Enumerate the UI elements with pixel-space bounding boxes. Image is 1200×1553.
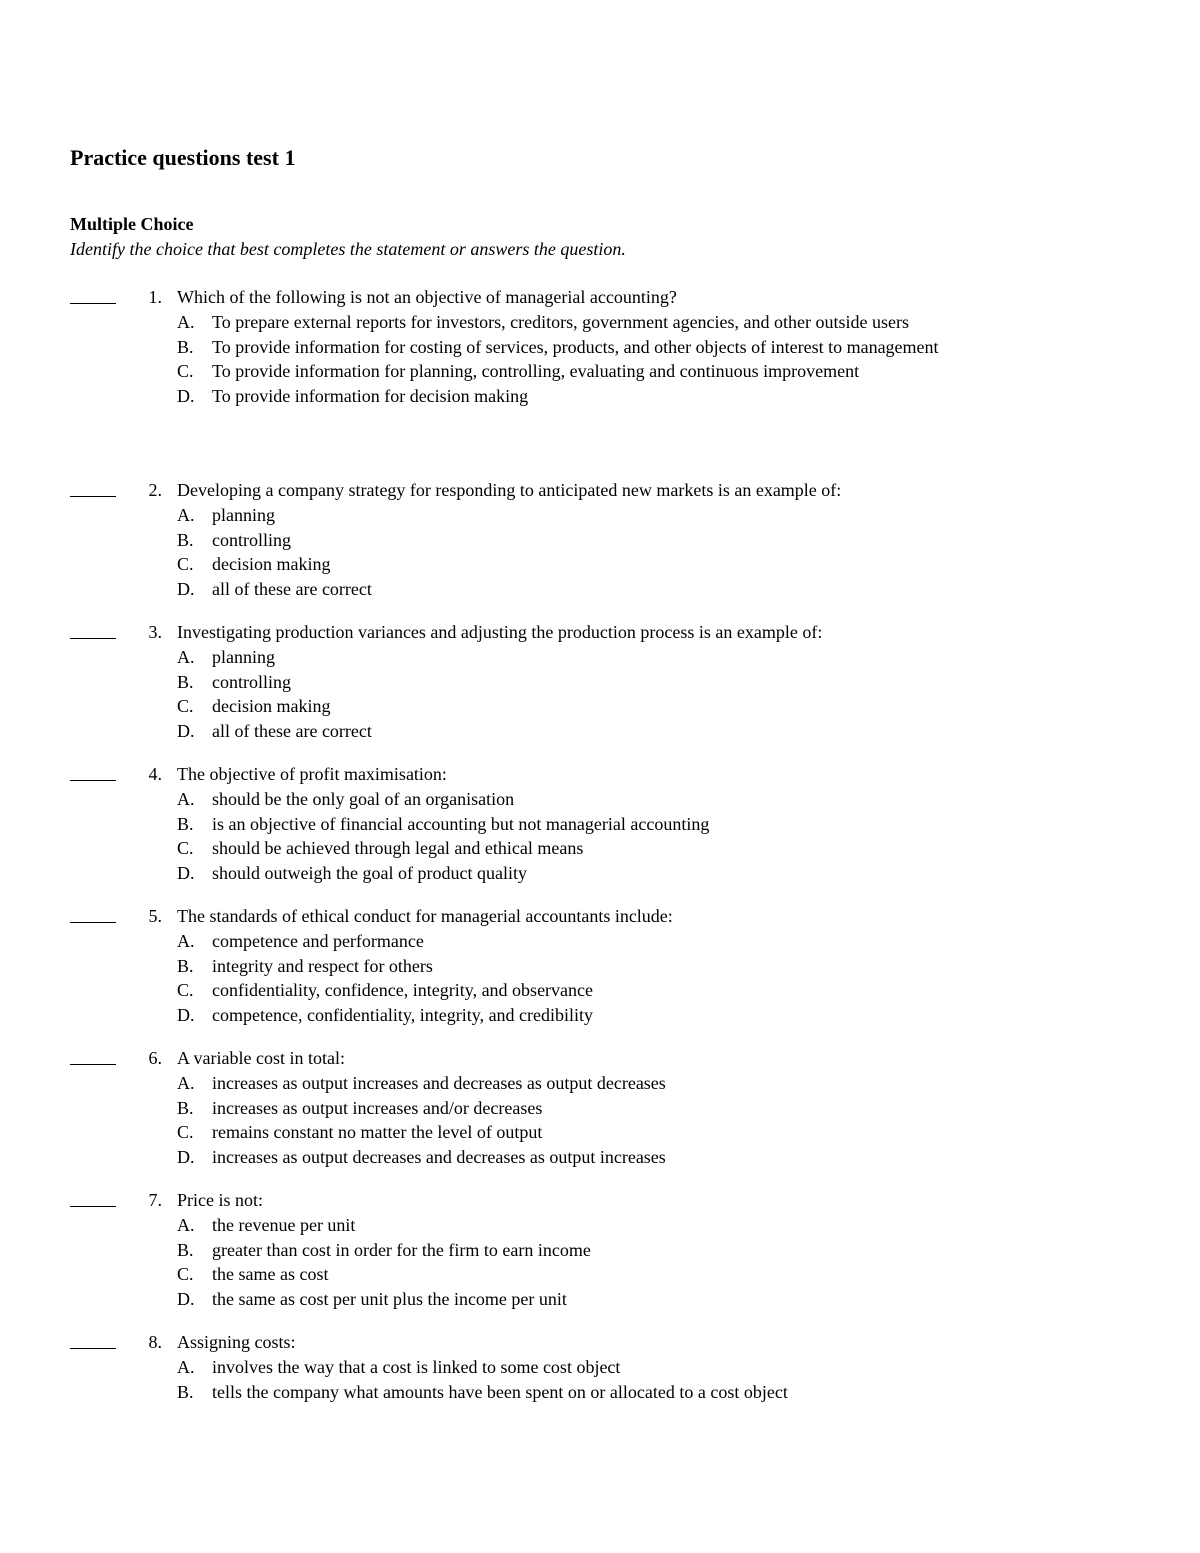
answer-blank[interactable]	[70, 1046, 116, 1065]
section-heading: Multiple Choice	[70, 214, 194, 234]
option-letter: D.	[177, 863, 195, 884]
option-letter: B.	[177, 1097, 194, 1118]
option-text: the revenue per unit	[212, 1214, 356, 1235]
question-number: 7.	[148, 1190, 162, 1210]
page-title: Practice questions test 1	[70, 145, 296, 170]
option-letter: A.	[177, 646, 195, 667]
option-list	[0, 787, 1200, 886]
question-number: 6.	[148, 1048, 162, 1068]
option-a	[0, 645, 1200, 670]
option-letter: A.	[177, 1356, 195, 1377]
option-letter: B.	[177, 1239, 194, 1260]
option-text: planning	[212, 646, 275, 667]
option-text: increases as output decreases and decreases as output increases	[212, 1147, 666, 1168]
option-letter: D.	[177, 579, 195, 600]
option-text: the same as cost	[212, 1264, 329, 1285]
option-list	[0, 1213, 1200, 1312]
option-letter: B.	[177, 529, 194, 550]
option-text: is an objective of financial accounting but not managerial accounting	[212, 813, 710, 834]
option-letter: C.	[177, 696, 194, 717]
option-a	[0, 503, 1200, 528]
option-d	[0, 1003, 1200, 1028]
question-text: The standards of ethical conduct for managerial accountants include:	[177, 906, 673, 926]
option-b	[0, 670, 1200, 695]
option-letter: A.	[177, 788, 195, 809]
option-list	[0, 310, 1200, 409]
option-text: greater than cost in order for the firm to earn income	[212, 1239, 591, 1260]
option-c	[0, 1262, 1200, 1287]
option-text: all of these are correct	[212, 579, 372, 600]
option-letter: C.	[177, 361, 194, 382]
option-list	[0, 1355, 1200, 1405]
option-letter: A.	[177, 930, 195, 951]
option-text: involves the way that a cost is linked to some cost object	[212, 1356, 621, 1377]
option-letter: B.	[177, 671, 194, 692]
option-b	[0, 335, 1200, 360]
option-b	[0, 812, 1200, 837]
question-text: Which of the following is not an objective of managerial accounting?	[177, 287, 677, 307]
option-c	[0, 1120, 1200, 1145]
question-text: Developing a company strategy for responding to anticipated new markets is an example of:	[177, 480, 842, 500]
option-b	[0, 954, 1200, 979]
option-a	[0, 929, 1200, 954]
option-b	[0, 528, 1200, 553]
question-text: Price is not:	[177, 1190, 263, 1210]
option-d	[0, 861, 1200, 886]
option-letter: C.	[177, 554, 194, 575]
option-c	[0, 359, 1200, 384]
option-text: the same as cost per unit plus the income per unit	[212, 1289, 567, 1310]
question-number: 4.	[148, 764, 162, 784]
answer-blank[interactable]	[70, 762, 116, 781]
option-text: increases as output increases and/or decreases	[212, 1097, 543, 1118]
option-text: To provide information for decision making	[212, 386, 529, 407]
option-list	[0, 1071, 1200, 1170]
option-text: increases as output increases and decreases as output decreases	[212, 1072, 666, 1093]
question-text: Assigning costs:	[177, 1332, 296, 1352]
option-text: To provide information for planning, controlling, evaluating and continuous improvement	[212, 361, 860, 382]
option-d	[0, 719, 1200, 744]
question-number: 8.	[148, 1332, 162, 1352]
option-list	[0, 503, 1200, 602]
answer-blank[interactable]	[70, 904, 116, 923]
option-letter: B.	[177, 336, 194, 357]
option-letter: A.	[177, 1072, 195, 1093]
option-letter: D.	[177, 1289, 195, 1310]
option-letter: A.	[177, 504, 195, 525]
option-letter: A.	[177, 1214, 195, 1235]
option-list	[0, 929, 1200, 1028]
option-text: controlling	[212, 671, 291, 692]
option-text: planning	[212, 504, 275, 525]
option-text: To prepare external reports for investors, creditors, government agencies, and other outside users	[212, 311, 909, 332]
question-number: 5.	[148, 906, 162, 926]
option-letter: A.	[177, 311, 195, 332]
option-a	[0, 1355, 1200, 1380]
option-text: decision making	[212, 696, 331, 717]
option-letter: D.	[177, 1005, 195, 1026]
option-text: tells the company what amounts have been spent on or allocated to a cost object	[212, 1381, 788, 1402]
answer-blank[interactable]	[70, 1188, 116, 1207]
option-letter: B.	[177, 1381, 194, 1402]
option-d	[0, 384, 1200, 409]
answer-blank[interactable]	[70, 478, 116, 497]
option-d	[0, 1287, 1200, 1312]
answer-blank[interactable]	[70, 620, 116, 639]
option-b	[0, 1380, 1200, 1405]
option-text: should be the only goal of an organisation	[212, 788, 515, 809]
option-c	[0, 836, 1200, 861]
option-b	[0, 1238, 1200, 1263]
option-text: To provide information for costing of services, products, and other objects of interest to management	[212, 336, 939, 357]
option-letter: B.	[177, 955, 194, 976]
option-text: confidentiality, confidence, integrity, and observance	[212, 980, 594, 1001]
option-letter: C.	[177, 838, 194, 859]
question-text: A variable cost in total:	[177, 1048, 345, 1068]
option-text: integrity and respect for others	[212, 955, 433, 976]
question-text: The objective of profit maximisation:	[177, 764, 447, 784]
option-letter: D.	[177, 721, 195, 742]
option-a	[0, 787, 1200, 812]
question-number: 1.	[148, 287, 162, 307]
option-letter: C.	[177, 980, 194, 1001]
option-text: competence, confidentiality, integrity, and credibility	[212, 1005, 594, 1026]
option-c	[0, 978, 1200, 1003]
option-b	[0, 1096, 1200, 1121]
option-letter: C.	[177, 1122, 194, 1143]
option-text: controlling	[212, 529, 291, 550]
question-number: 3.	[148, 622, 162, 642]
option-text: all of these are correct	[212, 721, 372, 742]
answer-blank[interactable]	[70, 1330, 116, 1349]
option-a	[0, 1071, 1200, 1096]
option-d	[0, 577, 1200, 602]
option-letter: D.	[177, 1147, 195, 1168]
option-letter: D.	[177, 386, 195, 407]
option-text: remains constant no matter the level of output	[212, 1122, 543, 1143]
option-text: competence and performance	[212, 930, 424, 951]
option-letter: B.	[177, 813, 194, 834]
instructions-text: Identify the choice that best completes the statement or answers the question.	[70, 239, 626, 259]
option-text: decision making	[212, 554, 331, 575]
option-c	[0, 694, 1200, 719]
option-d	[0, 1145, 1200, 1170]
option-a	[0, 310, 1200, 335]
question-text: Investigating production variances and adjusting the production process is an example of:	[177, 622, 823, 642]
option-c	[0, 552, 1200, 577]
option-letter: C.	[177, 1264, 194, 1285]
option-text: should be achieved through legal and ethical means	[212, 838, 584, 859]
option-list	[0, 645, 1200, 744]
option-a	[0, 1213, 1200, 1238]
question-number: 2.	[148, 480, 162, 500]
answer-blank[interactable]	[70, 285, 116, 304]
option-text: should outweigh the goal of product quality	[212, 863, 527, 884]
